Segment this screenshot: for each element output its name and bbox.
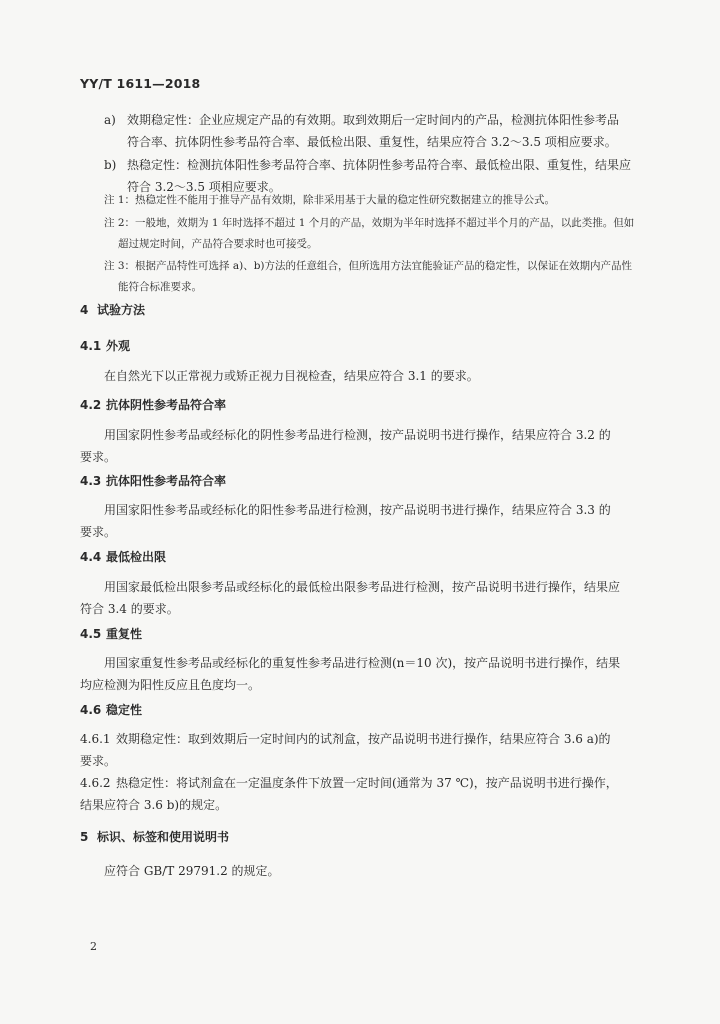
- section-4-6-number: 4.6: [80, 703, 102, 717]
- section-5-number: 5: [80, 830, 89, 844]
- section-4-4-number: 4.4: [80, 550, 102, 564]
- section-4-3-number: 4.3: [80, 474, 102, 488]
- section-4-6-1-body-line1: 效期稳定性：取到效期后一定时间内的试剂盒，按产品说明书进行操作，结果应符合 3.6 a)的: [116, 732, 611, 746]
- item-b-line1: 热稳定性：检测抗体阳性参考品符合率、抗体阴性参考品符合率、最低检出限、重复性，结果应: [127, 158, 632, 172]
- section-5-title: 标识、标签和使用说明书: [97, 830, 230, 844]
- section-5-body: 应符合 GB/T 29791.2 的规定。: [104, 864, 280, 878]
- item-a-line1: 效期稳定性：企业应规定产品的有效期。取到效期后一定时间内的产品，检测抗体阳性参考品: [127, 113, 620, 127]
- section-4-4-body-line1: 用国家最低检出限参考品或经标化的最低检出限参考品进行检测，按产品说明书进行操作，结果应: [104, 580, 621, 594]
- section-4-1-title: 外观: [106, 339, 131, 353]
- section-4-6-1-body-line2: 要求。: [80, 754, 117, 768]
- note-3-line2: 能符合标准要求。: [118, 281, 202, 293]
- section-4-3-body-line1: 用国家阳性参考品或经标化的阳性参考品进行检测，按产品说明书进行操作，结果应符合 3.3 的: [104, 503, 611, 517]
- note-2-line2: 超过规定时间，产品符合要求时也可接受。: [118, 238, 318, 250]
- section-4-4-title: 最低检出限: [106, 550, 167, 564]
- section-4-6-2-body-line1: 热稳定性：将试剂盒在一定温度条件下放置一定时间(通常为 37 ℃)，按产品说明书进行操作，: [116, 776, 618, 790]
- section-4-5-title: 重复性: [106, 627, 143, 641]
- item-b-line2: 符合 3.2～3.5 项相应要求。: [127, 180, 281, 194]
- section-4-5-body-line1: 用国家重复性参考品或经标化的重复性参考品进行检测(n＝10 次)，按产品说明书进行操作，结果: [104, 656, 621, 670]
- standard-code: YY/T 1611—2018: [80, 76, 201, 91]
- note-3-line1: 注 3：根据产品特性可选择 a)、b)方法的任意组合，但所选用方法宜能验证产品的稳定性，以保证在效期内产品性: [104, 260, 633, 272]
- section-4-1-number: 4.1: [80, 339, 102, 353]
- item-a-label: a): [104, 113, 116, 127]
- section-4-5-body-line2: 均应检测为阳性反应且色度均一。: [80, 678, 261, 692]
- section-4-6-2-body-line2: 结果应符合 3.6 b)的规定。: [80, 798, 228, 812]
- section-4-1-body: 在自然光下以正常视力或矫正视力目视检查，结果应符合 3.1 的要求。: [104, 369, 479, 383]
- section-4-6-1-number: 4.6.1: [80, 732, 111, 746]
- section-4-2-title: 抗体阴性参考品符合率: [106, 398, 227, 412]
- note-1: 注 1：热稳定性不能用于推导产品有效期，除非采用基于大量的稳定性研究数据建立的推导公式。: [104, 194, 556, 206]
- section-4-4-body-line2: 符合 3.4 的要求。: [80, 602, 179, 616]
- item-a-line2: 符合率、抗体阴性参考品符合率、最低检出限、重复性，结果应符合 3.2～3.5 项相应要求。: [127, 135, 617, 149]
- section-4-2-body-line2: 要求。: [80, 450, 117, 464]
- section-4-2-body-line1: 用国家阴性参考品或经标化的阴性参考品进行检测，按产品说明书进行操作，结果应符合 3.2 的: [104, 428, 611, 442]
- section-4-6-2-number: 4.6.2: [80, 776, 111, 790]
- item-b-label: b): [104, 158, 117, 172]
- section-4-number: 4: [80, 303, 89, 317]
- page-number: 2: [90, 940, 97, 953]
- section-4-5-number: 4.5: [80, 627, 102, 641]
- section-4-3-body-line2: 要求。: [80, 525, 117, 539]
- note-2-line1: 注 2：一般地，效期为 1 年时选择不超过 1 个月的产品，效期为半年时选择不超过半个月的产品，以此类推。但如: [104, 217, 635, 229]
- section-4-6-title: 稳定性: [106, 703, 143, 717]
- section-4-2-number: 4.2: [80, 398, 102, 412]
- section-4-title: 试验方法: [97, 303, 146, 317]
- section-4-3-title: 抗体阳性参考品符合率: [106, 474, 227, 488]
